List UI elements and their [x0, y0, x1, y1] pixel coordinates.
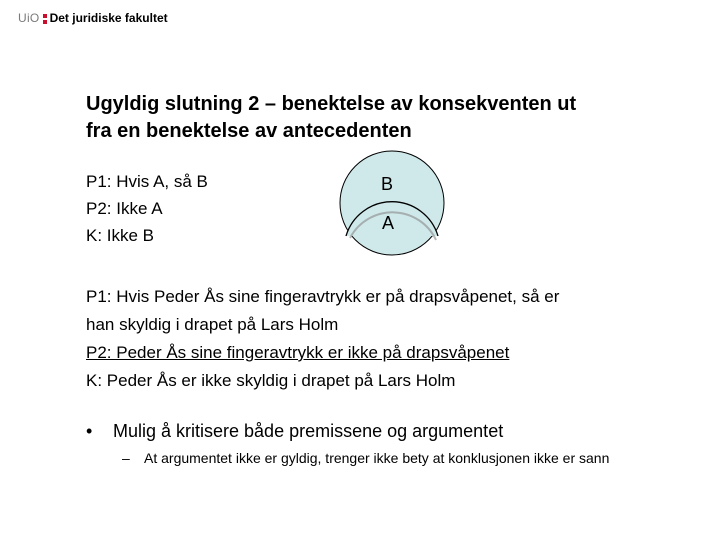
title-line-2: fra en benektelse av antecedenten [86, 120, 412, 142]
bullet-marker: • [86, 421, 93, 441]
sub-bullet-marker: – [122, 450, 130, 466]
premise-2: P2: Ikke A [86, 199, 163, 218]
example-p1-line2: han skyldig i drapet på Lars Holm [86, 315, 339, 334]
sub-bullet [122, 450, 609, 466]
logo-dots-icon [43, 13, 47, 24]
bullet-text: Mulig å kritisere både premissene og argumentet [113, 421, 504, 441]
venn-svg [336, 150, 476, 265]
uio-logo: UiO [18, 11, 40, 25]
example-p2: P2: Peder Ås sine fingeravtrykk er ikke på drapsvåpenet [86, 343, 510, 362]
example-conclusion: K: Peder Ås er ikke skyldig i drapet på Lars Holm [86, 371, 456, 390]
example-argument [86, 283, 706, 395]
title-line-1: Ugyldig slutning 2 – benektelse av konsekventen ut [86, 93, 577, 115]
venn-label-b: B [381, 174, 394, 194]
slide-title [86, 91, 706, 145]
example-p1-line1: P1: Hvis Peder Ås sine fingeravtrykk er på drapsvåpenet, så er [86, 287, 560, 306]
premise-1: P1: Hvis A, så B [86, 172, 208, 191]
venn-label-a: A [382, 213, 395, 233]
header [18, 11, 168, 25]
bullet-point [86, 421, 503, 442]
venn-diagram [336, 150, 476, 265]
conclusion: K: Ikke B [86, 226, 155, 245]
premises [86, 168, 208, 249]
faculty-name: Det juridiske fakultet [49, 11, 168, 25]
sub-bullet-text: At argumentet ikke er gyldig, trenger ikke bety at konklusjonen ikke er sann [144, 450, 610, 466]
